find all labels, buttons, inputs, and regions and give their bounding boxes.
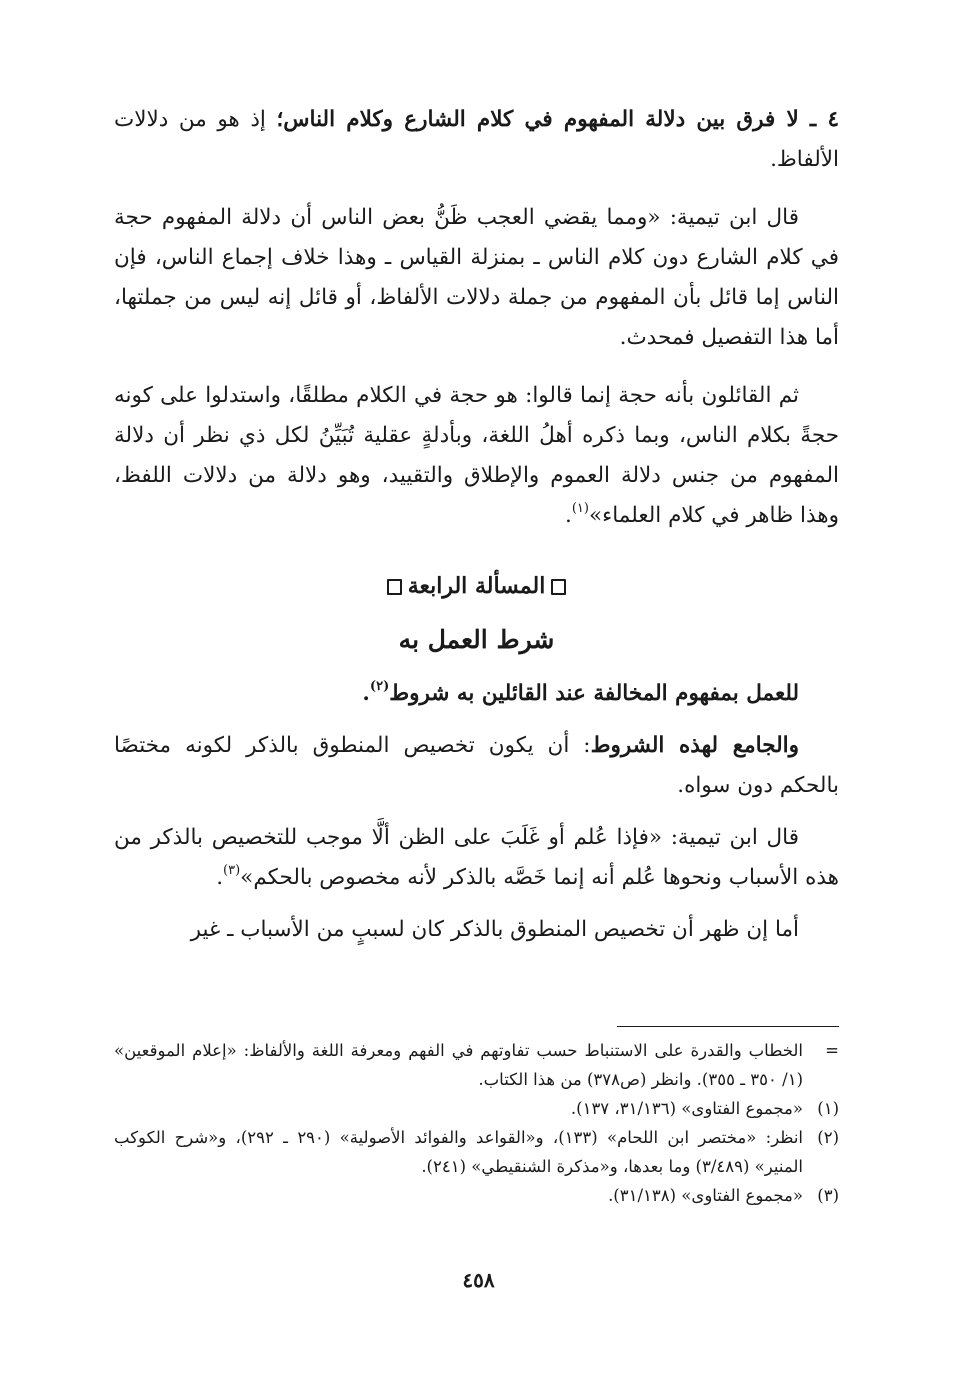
page-body [114, 100, 839, 950]
footnote-text: «مجموع الفتاوى» (٣١/١٣٦، ١٣٧). [570, 1099, 803, 1118]
last-paragraph: أما إن ظهر أن تخصيص المنطوق بالذكر كان لسببٍ من الأسباب ـ غير [190, 917, 799, 942]
footnote-mark: (٣) [817, 1186, 839, 1205]
footnote-2 [114, 1123, 839, 1181]
ibn-taymiyya-quote-1: قال ابن تيمية: «ومما يقضي العجب ظَنُّ بعض الناس أن دلالة المفهوم حجة في كلام الشارع دون كلام الناس ـ بمنزلة القياس ـ وهذا خلاف إجماع الناس، فإن الناس إما قائل بأن المفهوم من جملة دلالات الألفاظ، أو قائل إنه ليس من جملتها، أما هذا التفصيل فمحدث. [114, 205, 839, 350]
section-title: شرط العمل به [398, 625, 555, 654]
footnote-text: «مجموع الفتاوى» (٣١/١٣٨). [608, 1186, 803, 1205]
footnote-continuation [114, 1036, 839, 1094]
footnotes [114, 1036, 839, 1210]
conditions-paragraph [114, 674, 839, 714]
footnote-ref-2[interactable]: (٢) [369, 679, 390, 694]
footnote-mark: = [825, 1041, 839, 1060]
section-heading-text: المسألة الرابعة [407, 573, 546, 599]
footnote-3 [114, 1181, 839, 1210]
conditions-end: . [362, 681, 370, 706]
footnote-mark: (١) [817, 1099, 839, 1118]
footnote-1 [114, 1094, 839, 1123]
jami-text: : أن يكون تخصيص المنطوق بالذكر لكونه مختصًا بالحكم دون سواه. [114, 733, 839, 798]
page-number: ٤٥٨ [462, 1268, 495, 1292]
square-ornament-icon [551, 579, 566, 595]
qailun-paragraph [114, 376, 839, 536]
ibn-taymiyya-quote-2 [114, 818, 839, 898]
footnote-divider [617, 1026, 839, 1027]
quote-2-end: . [216, 865, 224, 890]
square-ornament-icon [387, 579, 402, 595]
section-heading [114, 566, 839, 606]
footnote-text: انظر: «مختصر ابن اللحام» (١٣٣)، و«القواعد والفوائد الأصولية» (٢٩٠ ـ ٢٩٢)، و«شرح الكوكب المنير» (٣/٤٨٩) وما بعدها، و«مذكرة الشنقيطي» (٢٤١). [114, 1128, 804, 1176]
point-4-text: إذ هو من دلالات الألفاظ. [114, 107, 839, 172]
qailun-text: ثم القائلون بأنه حجة إنما قالوا: هو حجة في الكلام مطلقًا، واستدلوا على كونه حجةً بكلام الناس، وبما ذكره أهلُ اللغة، وبأدلةٍ عقلية تُبَيِّنُ لكل ذي نظر أن دلالة المفهوم من جنس دلالة العموم والإطلاق والتقييد، وهو دلالة من دلالات اللفظ، وهذا ظاهر في كلام العلماء» [114, 383, 839, 528]
point-4-heading: ٤ ـ لا فرق بين دلالة المفهوم في كلام الشارع وكلام الناس؛ [276, 107, 839, 132]
footnote-ref-1[interactable]: (١) [571, 501, 589, 516]
qailun-end: . [565, 503, 572, 528]
footnote-mark: (٢) [817, 1128, 839, 1147]
footnote-ref-3[interactable]: (٣) [223, 863, 241, 878]
jami-paragraph [114, 726, 839, 806]
jami-heading: والجامع لهذه الشروط [590, 733, 800, 758]
point-4-paragraph [114, 100, 839, 180]
footnote-text: الخطاب والقدرة على الاستنباط حسب تفاوتهم في الفهم ومعرفة اللغة والألفاظ: «إعلام الموقعين» (١/ ٣٥٠ ـ ٣٥٥). وانظر (ص٣٧٨) من هذا الكتاب. [114, 1041, 803, 1089]
conditions-text: للعمل بمفهوم المخالفة عند القائلين به شروط [389, 681, 799, 706]
quote-2-text: قال ابن تيمية: «فإذا عُلم أو غَلَبَ على الظن ألَّا موجب للتخصيص بالذكر من هذه الأسباب ونحوها عُلم أنه إنما خَصَّه بالذكر لأنه مخصوص بالحكم» [114, 825, 839, 890]
